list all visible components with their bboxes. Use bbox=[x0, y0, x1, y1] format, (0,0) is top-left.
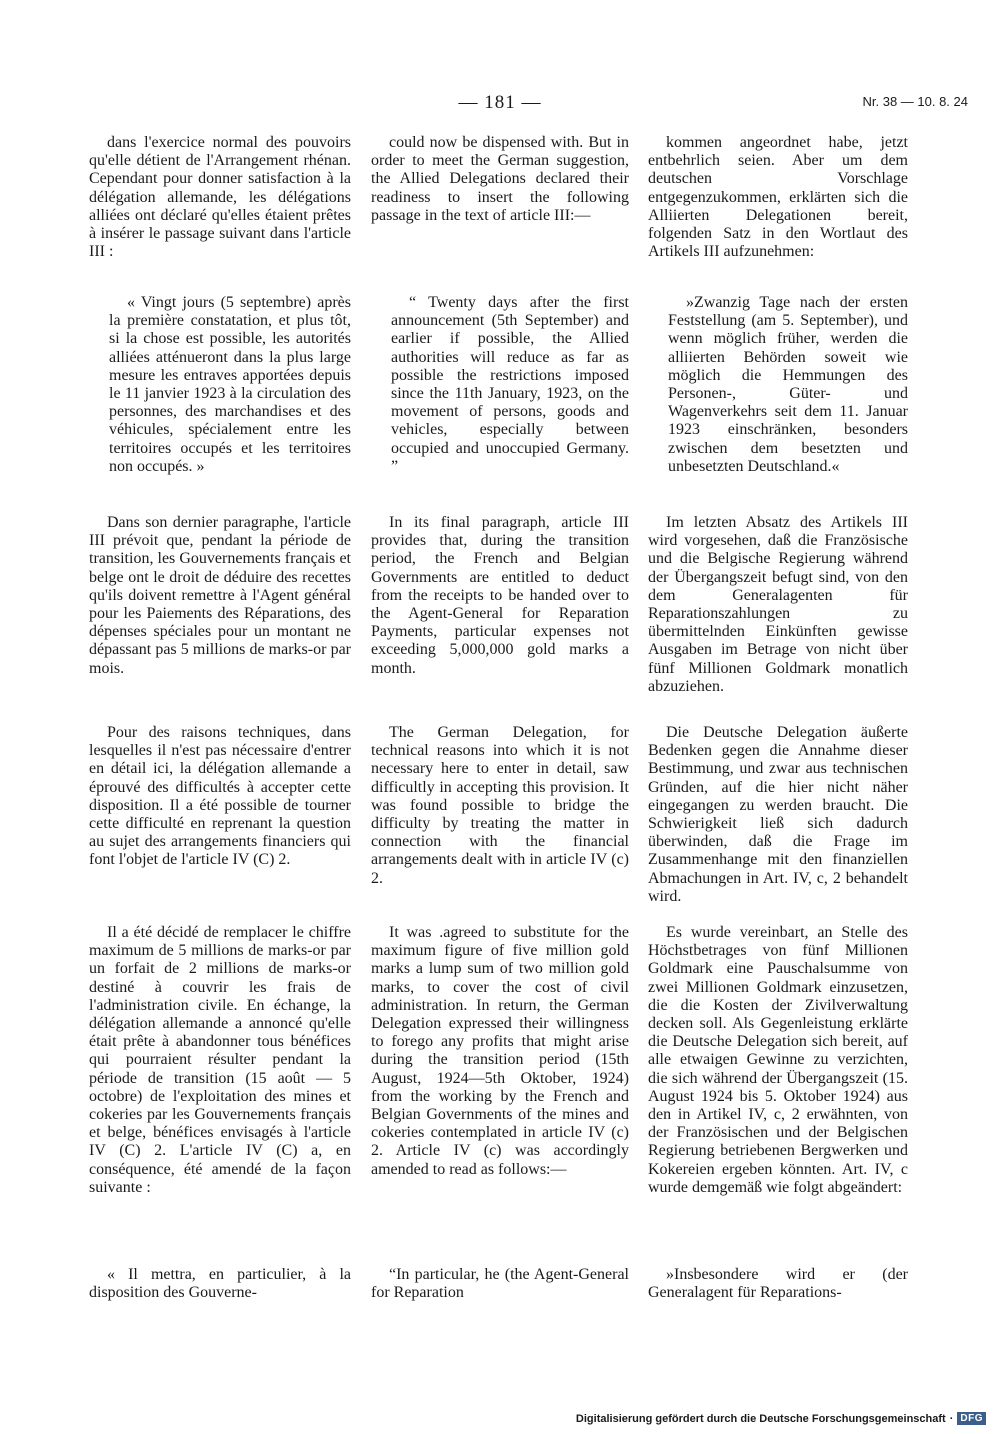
paragraph-fr-2: « Vingt jours (5 septembre) après la première constatation, et plus tôt, si la chose est possible, les autorités alliées atténueront dans la plus large mesure les entraves apportées depuis le 11 janvier 1923 à la circulation des personnes, des marchandises et des véhicules, spécialement entre les territoires occupés et les territoires non occupés. » bbox=[109, 294, 351, 475]
paragraph-de-4: Die Deutsche Delegation äußerte Bedenken gegen die Annahme dieser Bestimmung, und zwar aus technischen Gründen, auf die hier nicht näher eingegangen zu werden braucht. Die Schwierigkeit ließ sich dadurch überwinden, daß die Frage im Zusammenhange mit den finanziellen Abmachungen in Art. IV, c, 2 behandelt wird. bbox=[648, 724, 908, 905]
footer-credit bbox=[576, 1412, 986, 1425]
paragraph-en-2: “ Twenty days after the first announcement (5th September) and earlier if possible, the Allied authorities will reduce as far as possible the restrictions imposed since the 11th January, 1923, on the movement of persons, goods and vehicles, especially between occupied and unoccupied Germany. ” bbox=[391, 294, 629, 475]
footer-credit-text: Digitalisierung gefördert durch die Deutsche Forschungsgemeinschaft bbox=[575, 1412, 946, 1425]
paragraph-fr-3: Dans son dernier paragraphe, l'article III prévoit que, pendant la période de transition, les Gouvernements français et belge ont le droit de déduire des recettes qu'ils doivent remettre à l'Agent général pour les Paiements des Réparations, des dépenses spéciales pour un montant ne dépassant pas 5 millions de marks-or par mois. bbox=[89, 514, 351, 677]
paragraph-de-6: »Insbesondere wird er (der Generalagent für Reparations- bbox=[648, 1266, 908, 1302]
paragraph-fr-5: Il a été décidé de remplacer le chiffre maximum de 5 millions de marks-or par un forfait de 2 millions de marks-or destiné à couvrir les frais de l'administration civile. En échange, la délégation allemande a annoncé qu'elle était prête à abandonner tous bénéfices qui pourraient résulter pendant la période de transition (15 août — 5 octobre) de l'exploitation des mines et cokeries par les Gouvernements français et belge, bénéfices envisagés à l'article IV (C) 2. L'article IV (C) a, en conséquence, été amendé de la façon suivante : bbox=[89, 924, 351, 1196]
paragraph-de-2: »Zwanzig Tage nach der ersten Feststellung (am 5. September), und wenn möglich früher, werden die alliierten Behörden soweit wie möglich die Hemmungen des Personen-, Güter- und Wagenverkehrs seit dem 11. Januar 1923 einschränken, besonders zwischen dem besetzten und unbesetzten Deutschland.« bbox=[668, 294, 908, 475]
paragraph-en-3: In its final paragraph, article III provides that, during the transition period, the French and Belgian Governments are entitled to deduct from the receipts to be handed over to the Agent-General for Reparation Payments, particular expenses not exceeding 5,000,000 gold marks a month. bbox=[371, 514, 629, 677]
paragraph-en-6: “In particular, he (the Agent-General for Reparation bbox=[371, 1266, 629, 1302]
paragraph-fr-6: « Il mettra, en particulier, à la disposition des Gouverne- bbox=[89, 1266, 351, 1302]
page-number: — 181 — bbox=[458, 92, 542, 113]
issue-reference: Nr. 38 — 10. 8. 24 bbox=[862, 94, 968, 109]
paragraph-fr-4: Pour des raisons techniques, dans lesquelles il n'est pas nécessaire d'entrer en détail ici, la délégation allemande a éprouvé des difficultés à accepter cette disposition. Il a été possible de tourner cette difficulté en reprenant la question au sujet des arrangements financiers qui font l'objet de l'article IV (C) 2. bbox=[89, 724, 351, 869]
paragraph-en-4: The German Delegation, for technical reasons into which it is not necessary here to enter in detail, saw difficultly in accepting this provision. It was found possible to bridge the difficulty by treating the matter in connection with the financial arrangements dealt with in article IV (c) 2. bbox=[371, 724, 629, 887]
paragraph-en-5: It was .agreed to substitute for the maximum figure of five million gold marks a lump sum of two million gold marks, to cover the cost of civil administration. In return, the German Delegation expressed their willingness to forego any profits that might arise during the transition period (15th August, 1924—5th Oktober, 1924) from the working by the French and Belgian Governments of the mines and cokeries contemplated in article IV (c) 2. Article IV (c) was accordingly amended to read as follows:— bbox=[371, 924, 629, 1178]
footer-separator: · bbox=[949, 1412, 954, 1425]
paragraph-de-1: kommen angeordnet habe, jetzt entbehrlich seien. Aber um dem deutschen Vorschlage entgegenzukommen, erklärten sich die Alliierten Delegationen bereit, folgenden Satz in den Wortlaut des Artikels III aufzunehmen: bbox=[648, 134, 908, 261]
paragraph-en-1: could now be dispensed with. But in order to meet the German suggestion, the Allied Delegations declared their readiness to insert the following passage in the text of article III:— bbox=[371, 134, 629, 224]
paragraph-de-3: Im letzten Absatz des Artikels III wird vorgesehen, daß die Französische und die Belgische Regierung während der Übergangszeit befugt sind, von den dem Generalagenten für Reparationszahlungen zu übermittelnden Einkünften gewisse Ausgaben im Betrage von nicht über fünf Millionen Goldmark monatlich abzuziehen. bbox=[648, 514, 908, 695]
paragraph-de-5: Es wurde vereinbart, an Stelle des Höchstbetrages von fünf Millionen Goldmark eine Pauschalsumme von zwei Millionen Goldmark einzusetzen, die die Kosten der Zivilverwaltung decken soll. Als Gegenleistung erklärte die Deutsche Delegation sich bereit, auf alle etwaigen Gewinne zu verzichten, die sich während der Übergangszeit (15. August 1924 bis 5. Oktober 1924) aus den in Artikel IV, c, 2 erwähnten, von der Französischen und der Belgischen Regierung betriebenen Bergwerken und Kokereien ergeben könnten. Art. IV, c wurde demgemäß wie folgt abgeändert: bbox=[648, 924, 908, 1196]
dfg-logo-icon: DFG bbox=[957, 1412, 986, 1425]
paragraph-fr-1: dans l'exercice normal des pouvoirs qu'elle détient de l'Arrangement rhénan. Cependant pour donner satisfaction à la délégation allemande, les délégations alliées ont déclaré qu'elles étaient prêtes à insérer le passage suivant dans l'article III : bbox=[89, 134, 351, 261]
